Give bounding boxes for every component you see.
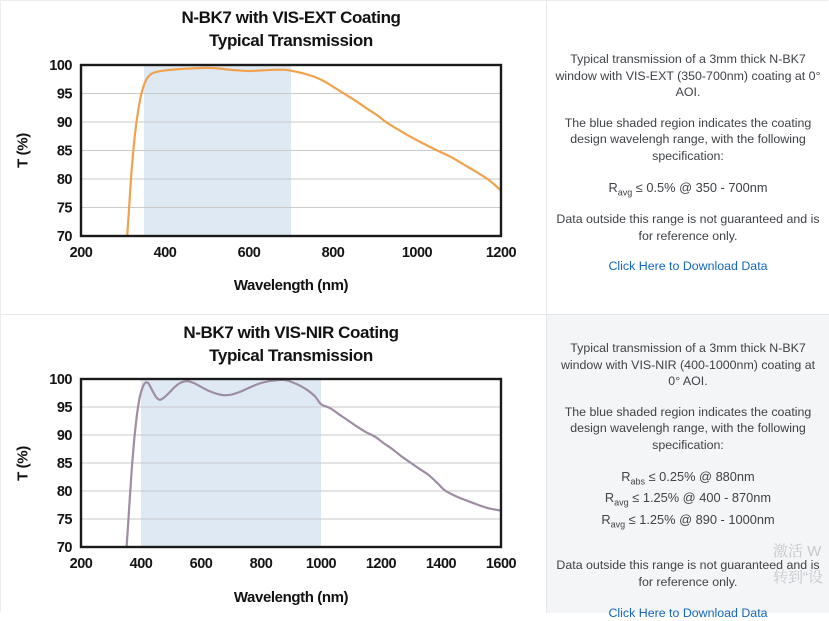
x-tick-label: 200 [69,556,93,572]
chart-title-line2: Typical Transmission [209,31,373,50]
disclaimer-text: Data outside this range is not guaranteed and is for reference only. [556,212,820,243]
y-tick-label: 85 [56,143,72,160]
y-tick-label: 90 [56,428,72,444]
vis-nir-plot [1,315,546,605]
x-tick-label: 1200 [485,245,517,261]
x-tick-label: 800 [249,556,273,572]
watermark-line2: 转到“设 [773,569,823,586]
chart-title-line1: N-BK7 with VIS-EXT Coating [181,8,401,27]
y-tick-label: 70 [56,540,72,556]
x-tick-label: 600 [237,245,261,261]
x-tick-label: 1600 [485,556,517,572]
y-tick-label: 95 [56,400,72,416]
specifications [555,179,821,199]
chart-title-line1: N-BK7 with VIS-NIR Coating [183,323,399,342]
specifications [555,468,821,531]
y-tick-label: 95 [56,86,72,103]
x-tick-label: 1000 [401,245,433,261]
download-data-link[interactable]: Click Here to Download Data [608,259,768,274]
y-tick-label: 90 [56,115,72,131]
y-tick-label: 100 [49,58,72,74]
y-tick-label: 80 [56,172,72,188]
windows-activation-watermark [773,539,823,591]
download-data-link[interactable]: Click Here to Download Data [608,605,768,620]
y-tick-label: 100 [49,372,72,388]
watermark-line1: 激活 W [773,543,822,560]
description-text: Typical transmission of a 3mm thick N-BK7 window with VIS-EXT (350-700nm) coating at 0° AOI. [555,52,821,100]
band-note-text: The blue shaded region indicates the coating design wavelengh range, with the following specification: [564,115,812,164]
band-note-text: The blue shaded region indicates the coating design wavelengh range, with the following specification: [564,404,812,453]
x-tick-label: 800 [321,245,345,261]
description-text: Typical transmission of a 3mm thick N-BK7 window with VIS-NIR (400-1000nm) coating at 0° AOI. [560,341,816,389]
y-axis-label: T (%) [14,133,32,168]
y-tick-label: 85 [56,456,72,472]
chart-title-line2: Typical Transmission [209,346,373,365]
vis-ext-plot [1,1,546,291]
spec-line: $R_{avg} \le 1.25\%$ @ 890 - 1000nm [601,511,775,530]
y-tick-label: 75 [56,200,72,217]
vis-nir-chart-panel [1,314,546,613]
x-axis-label: Wavelength (nm) [233,589,349,606]
x-axis-label: Wavelength (nm) [233,277,349,294]
disclaimer-text: Data outside this range is not guaranteed and is for reference only. [556,558,820,590]
x-tick-label: 400 [153,245,177,261]
x-tick-label: 1000 [305,556,337,572]
vis-ext-chart-panel [1,1,546,314]
spec-line: $R_{avg} \le 1.25\%$ @ 400 - 870nm [604,490,772,508]
x-tick-label: 600 [189,556,213,572]
spec-line: $R_{abs} \le 0.25\%$ @ 880nm [621,468,755,487]
spec-line: $R_{avg} \le 0.5\%$ @ 350 - 700nm [608,179,768,198]
x-tick-label: 200 [69,245,93,261]
vis-ext-info-panel [546,1,829,314]
x-tick-label: 400 [129,556,153,572]
y-tick-label: 80 [56,484,72,500]
y-tick-label: 70 [56,229,72,245]
x-tick-label: 1200 [365,556,397,572]
y-tick-label: 75 [56,512,72,528]
y-axis-label: T (%) [14,446,32,481]
x-tick-label: 1400 [425,556,457,572]
